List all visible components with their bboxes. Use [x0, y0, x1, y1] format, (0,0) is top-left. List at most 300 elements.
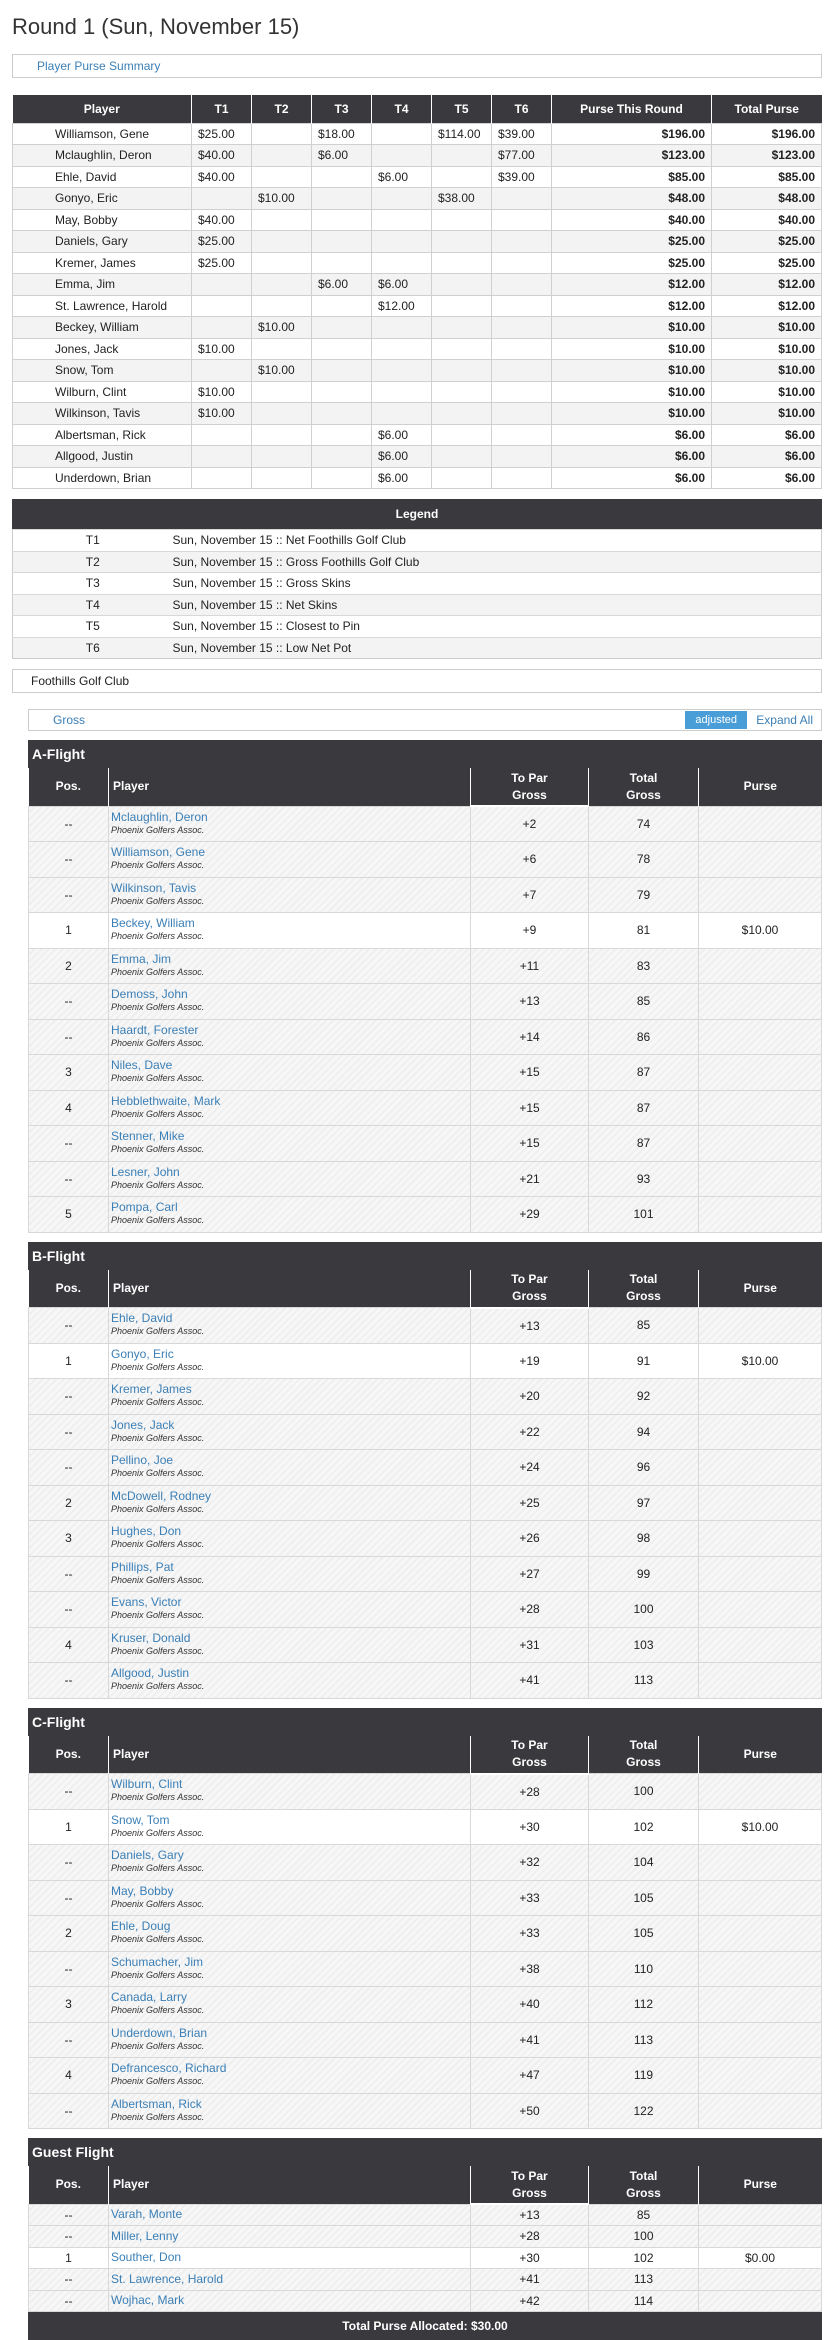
summary-player-name: May, Bobby: [13, 209, 192, 231]
row-to-par: +2: [471, 806, 589, 842]
col-total-line1: Total: [629, 1738, 658, 1753]
player-org: Phoenix Golfers Assoc.: [111, 1432, 205, 1443]
player-name-link[interactable]: Canada, Larry: [111, 1990, 188, 2005]
row-total: 102: [589, 1809, 699, 1845]
row-total: 85: [589, 2204, 699, 2226]
legend-key: T2: [13, 551, 173, 573]
player-name-link[interactable]: Phillips, Pat: [111, 1559, 174, 1574]
player-name-link[interactable]: Wilburn, Clint: [111, 1777, 183, 1792]
row-player: [109, 1485, 471, 1521]
row-to-par: +11: [471, 948, 589, 984]
row-to-par: +9: [471, 913, 589, 949]
row-player: [109, 2269, 471, 2291]
summary-row: [13, 360, 822, 382]
flight-row: [29, 1090, 822, 1126]
player-name-link[interactable]: Stenner, Mike: [111, 1129, 185, 1144]
flight-row: [29, 1126, 822, 1162]
row-purse: [699, 1090, 822, 1126]
summary-cell: [432, 403, 492, 425]
summary-cell: $25.00: [712, 252, 822, 274]
summary-cell: $196.00: [712, 123, 822, 145]
player-org: Phoenix Golfers Assoc.: [111, 1934, 205, 1945]
flight-row: [29, 877, 822, 913]
player-name-link[interactable]: Defrancesco, Richard: [111, 2061, 227, 2076]
row-player: [109, 1161, 471, 1197]
flight-row: [29, 1592, 822, 1628]
player-name-link[interactable]: Snow, Tom: [111, 1812, 170, 1827]
row-total: 91: [589, 1343, 699, 1379]
player-name-link[interactable]: Pellino, Joe: [111, 1453, 174, 1468]
summary-player-name: Snow, Tom: [13, 360, 192, 382]
summary-cell: [432, 231, 492, 253]
player-name-link[interactable]: Ehle, David: [111, 1311, 173, 1326]
row-to-par: +22: [471, 1414, 589, 1450]
row-pos: --: [29, 1774, 109, 1810]
results-section: [28, 709, 822, 2340]
summary-cell: [492, 403, 552, 425]
flight-row: [29, 2290, 822, 2312]
flight-section: [28, 1708, 822, 2130]
player-org: Phoenix Golfers Assoc.: [111, 895, 205, 906]
summary-cell: [372, 360, 432, 382]
flight-title: A-Flight: [28, 740, 822, 768]
summary-cell: [312, 360, 372, 382]
summary-cell: [372, 381, 432, 403]
player-name-link[interactable]: Daniels, Gary: [111, 1848, 184, 1863]
row-player: [109, 1521, 471, 1557]
summary-cell: [432, 274, 492, 296]
summary-cell: $6.00: [712, 467, 822, 489]
summary-cell: $18.00: [312, 123, 372, 145]
summary-cell: [192, 446, 252, 468]
gross-filter-link[interactable]: Gross: [53, 713, 86, 727]
summary-cell: $48.00: [712, 188, 822, 210]
row-pos: --: [29, 806, 109, 842]
player-org: Phoenix Golfers Assoc.: [111, 2076, 205, 2087]
summary-cell: $25.00: [552, 252, 712, 274]
player-name-link[interactable]: Kremer, James: [111, 1382, 192, 1397]
player-name-link[interactable]: Haardt, Forester: [111, 1022, 199, 1037]
summary-cell: [372, 123, 432, 145]
row-total: 98: [589, 1521, 699, 1557]
player-org: Phoenix Golfers Assoc.: [111, 860, 205, 871]
row-purse: [699, 1308, 822, 1344]
row-purse: [699, 1485, 822, 1521]
summary-cell: [192, 467, 252, 489]
row-total: 110: [589, 1951, 699, 1987]
flight-row: [29, 1197, 822, 1233]
summary-cell: [432, 252, 492, 274]
row-purse: [699, 842, 822, 878]
col-to-par-line2: Gross: [512, 787, 547, 802]
col-total: [589, 1736, 699, 1774]
player-org: Phoenix Golfers Assoc.: [111, 1144, 205, 1155]
col-total: [589, 1270, 699, 1308]
summary-cell: [372, 317, 432, 339]
player-name-link[interactable]: St. Lawrence, Harold: [111, 2271, 224, 2286]
summary-cell: [492, 209, 552, 231]
row-pos: --: [29, 2093, 109, 2129]
summary-player-name: Beckey, William: [13, 317, 192, 339]
row-to-par: +33: [471, 1916, 589, 1952]
summary-player-name: St. Lawrence, Harold: [13, 295, 192, 317]
legend-desc: Sun, November 15 :: Net Foothills Golf Club: [173, 530, 822, 552]
summary-cell: [252, 252, 312, 274]
row-total: 79: [589, 877, 699, 913]
expand-all-link[interactable]: Expand All: [756, 713, 813, 727]
filter-bar: [28, 709, 822, 731]
summary-player-name: Daniels, Gary: [13, 231, 192, 253]
col-player: Player: [109, 2166, 471, 2204]
summary-cell: [372, 209, 432, 231]
player-name-link[interactable]: Allgood, Justin: [111, 1666, 190, 1681]
row-player: [109, 2247, 471, 2269]
summary-cell: $10.00: [192, 403, 252, 425]
row-pos: --: [29, 2226, 109, 2248]
row-player: [109, 1592, 471, 1628]
summary-cell: $40.00: [192, 166, 252, 188]
row-player: [109, 1414, 471, 1450]
player-name-link[interactable]: McDowell, Rodney: [111, 1488, 212, 1503]
row-player: [109, 1090, 471, 1126]
row-pos: 2: [29, 1916, 109, 1952]
row-pos: --: [29, 1880, 109, 1916]
row-total: 74: [589, 806, 699, 842]
summary-cell: $10.00: [252, 317, 312, 339]
summary-cell: $40.00: [192, 145, 252, 167]
legend-desc: Sun, November 15 :: Low Net Pot: [173, 637, 822, 659]
col-pos: Pos.: [29, 1270, 109, 1308]
row-player: [109, 1987, 471, 2023]
legend-key: T1: [13, 530, 173, 552]
row-player: [109, 1916, 471, 1952]
col-to-par-line1: To Par: [511, 1738, 548, 1752]
summary-cell: [192, 188, 252, 210]
row-pos: 3: [29, 1987, 109, 2023]
legend-key: T3: [13, 573, 173, 595]
flight-row: [29, 1414, 822, 1450]
summary-cell: [252, 231, 312, 253]
row-total: 105: [589, 1916, 699, 1952]
row-purse: [699, 877, 822, 913]
flight-table: [28, 768, 822, 1233]
summary-cell: $10.00: [192, 381, 252, 403]
player-name-link[interactable]: Emma, Jim: [111, 951, 171, 966]
row-total: 94: [589, 1414, 699, 1450]
row-purse: [699, 2022, 822, 2058]
summary-cell: $10.00: [712, 338, 822, 360]
summary-cell: $10.00: [712, 381, 822, 403]
summary-header-2: T2: [252, 95, 312, 123]
col-to-par-line1: To Par: [511, 2168, 548, 2183]
summary-row: [13, 188, 822, 210]
summary-cell: [252, 424, 312, 446]
row-player: [109, 2058, 471, 2094]
row-pos: 1: [29, 1809, 109, 1845]
player-org: Phoenix Golfers Assoc.: [111, 1610, 205, 1621]
player-name-link[interactable]: Souther, Don: [111, 2250, 182, 2265]
page-title: Round 1 (Sun, November 15): [12, 14, 300, 39]
row-purse: [699, 1161, 822, 1197]
summary-row: [13, 295, 822, 317]
row-purse: [699, 1592, 822, 1628]
flight-row: [29, 1450, 822, 1486]
row-purse: [699, 1019, 822, 1055]
flight-row: [29, 806, 822, 842]
player-name-link[interactable]: Jones, Jack: [111, 1417, 175, 1432]
summary-header-0: Player: [13, 95, 192, 123]
row-pos: --: [29, 1556, 109, 1592]
summary-cell: $12.00: [552, 274, 712, 296]
row-purse: [699, 1916, 822, 1952]
player-name-link[interactable]: Wojhac, Mark: [111, 2293, 185, 2308]
col-purse: Purse: [699, 2166, 822, 2204]
summary-cell: $6.00: [712, 446, 822, 468]
row-to-par: +50: [471, 2093, 589, 2129]
player-org: Phoenix Golfers Assoc.: [111, 1503, 205, 1514]
summary-cell: $10.00: [552, 338, 712, 360]
col-purse: Purse: [699, 1270, 822, 1308]
summary-row: [13, 231, 822, 253]
row-pos: --: [29, 1019, 109, 1055]
row-to-par: +29: [471, 1197, 589, 1233]
row-to-par: +47: [471, 2058, 589, 2094]
purse-summary-table: [12, 95, 822, 489]
row-pos: --: [29, 1161, 109, 1197]
summary-cell: $25.00: [192, 231, 252, 253]
player-org: Phoenix Golfers Assoc.: [111, 1574, 205, 1585]
player-name-link[interactable]: Underdown, Brian: [111, 2025, 208, 2040]
summary-cell: [492, 317, 552, 339]
legend-desc: Sun, November 15 :: Net Skins: [173, 594, 822, 616]
player-org: Phoenix Golfers Assoc.: [111, 2005, 205, 2016]
summary-cell: [432, 338, 492, 360]
summary-cell: [372, 252, 432, 274]
row-purse: $0.00: [699, 2247, 822, 2269]
summary-cell: $10.00: [552, 360, 712, 382]
legend: [12, 499, 822, 659]
row-to-par: +32: [471, 1845, 589, 1881]
player-name-link[interactable]: May, Bobby: [111, 1883, 174, 1898]
summary-cell: [432, 467, 492, 489]
flight-row: [29, 842, 822, 878]
adjusted-toggle[interactable]: adjusted: [685, 711, 747, 729]
flight-row: [29, 2226, 822, 2248]
player-name-link[interactable]: Miller, Lenny: [111, 2228, 179, 2243]
row-total: 122: [589, 2093, 699, 2129]
summary-cell: [312, 317, 372, 339]
summary-cell: [312, 467, 372, 489]
player-name-link[interactable]: Kruser, Donald: [111, 1630, 191, 1645]
flight-row: [29, 1019, 822, 1055]
player-name-link[interactable]: Varah, Monte: [111, 2207, 183, 2222]
row-pos: --: [29, 1450, 109, 1486]
summary-row: [13, 381, 822, 403]
flight-row: [29, 2247, 822, 2269]
player-org: Phoenix Golfers Assoc.: [111, 966, 205, 977]
row-pos: 4: [29, 2058, 109, 2094]
row-pos: --: [29, 1951, 109, 1987]
flights-container: [28, 740, 822, 2312]
row-pos: --: [29, 1414, 109, 1450]
col-total-line2: Gross: [626, 787, 661, 802]
flight-row: [29, 913, 822, 949]
summary-cell: [492, 381, 552, 403]
col-total-line2: Gross: [626, 1289, 661, 1304]
row-purse: [699, 2058, 822, 2094]
row-total: 85: [589, 1308, 699, 1344]
summary-cell: $12.00: [712, 274, 822, 296]
summary-cell: [252, 338, 312, 360]
row-total: 100: [589, 2226, 699, 2248]
flight-row: [29, 1951, 822, 1987]
flight-section: [28, 1242, 822, 1699]
summary-cell: [252, 209, 312, 231]
col-to-par-line2: Gross: [512, 1755, 547, 1769]
row-purse: [699, 1951, 822, 1987]
summary-cell: [312, 231, 372, 253]
row-purse: [699, 2093, 822, 2129]
player-name-link[interactable]: Schumacher, Jim: [111, 1954, 204, 1969]
summary-cell: [432, 295, 492, 317]
summary-cell: [312, 295, 372, 317]
flight-row: [29, 2058, 822, 2094]
player-name-link[interactable]: Hughes, Don: [111, 1524, 182, 1539]
summary-cell: $10.00: [252, 188, 312, 210]
summary-cell: $10.00: [192, 338, 252, 360]
row-purse: [699, 2290, 822, 2312]
row-pos: 3: [29, 1521, 109, 1557]
row-total: 102: [589, 2247, 699, 2269]
player-name-link[interactable]: Mclaughlin, Deron: [111, 809, 208, 824]
player-name-link[interactable]: Albertsman, Rick: [111, 2096, 202, 2111]
player-org: Phoenix Golfers Assoc.: [111, 1645, 205, 1656]
col-pos: Pos.: [29, 2166, 109, 2204]
col-pos: Pos.: [29, 1736, 109, 1774]
summary-cell: [252, 467, 312, 489]
row-player: [109, 2022, 471, 2058]
row-purse: [699, 1379, 822, 1415]
row-to-par: +13: [471, 2204, 589, 2226]
row-player: [109, 1809, 471, 1845]
row-to-par: +28: [471, 1774, 589, 1810]
summary-row: [13, 166, 822, 188]
player-name-link[interactable]: Hebblethwaite, Mark: [111, 1093, 221, 1108]
row-total: 92: [589, 1379, 699, 1415]
summary-row: [13, 467, 822, 489]
player-name-link[interactable]: Williamson, Gene: [111, 845, 206, 860]
row-pos: --: [29, 842, 109, 878]
player-name-link[interactable]: Niles, Dave: [111, 1058, 173, 1073]
summary-cell: $85.00: [552, 166, 712, 188]
col-to-par: [471, 1270, 589, 1308]
summary-cell: $40.00: [192, 209, 252, 231]
row-to-par: +24: [471, 1450, 589, 1486]
summary-cell: [252, 381, 312, 403]
summary-cell: [372, 403, 432, 425]
summary-cell: [192, 360, 252, 382]
player-name-link[interactable]: Ehle, Doug: [111, 1919, 171, 1934]
row-purse: [699, 806, 822, 842]
flight-row: [29, 2269, 822, 2291]
flight-table: [28, 2166, 822, 2312]
player-org: Phoenix Golfers Assoc.: [111, 1468, 205, 1479]
player-name-link[interactable]: Pompa, Carl: [111, 1200, 178, 1215]
row-purse: [699, 1055, 822, 1091]
summary-header-4: T4: [372, 95, 432, 123]
player-name-link[interactable]: Lesner, John: [111, 1164, 180, 1179]
flight-row: [29, 1161, 822, 1197]
row-player: [109, 1880, 471, 1916]
player-name-link[interactable]: Wilkinson, Tavis: [111, 880, 197, 895]
summary-cell: $6.00: [552, 424, 712, 446]
summary-player-name: Gonyo, Eric: [13, 188, 192, 210]
flight-title: Guest Flight: [28, 2138, 822, 2166]
summary-cell: $10.00: [712, 360, 822, 382]
row-purse: [699, 1663, 822, 1699]
row-player: [109, 877, 471, 913]
summary-player-name: Emma, Jim: [13, 274, 192, 296]
row-total: 87: [589, 1126, 699, 1162]
col-to-par-line2: Gross: [512, 1289, 547, 1303]
row-total: 96: [589, 1450, 699, 1486]
flight-row: [29, 1379, 822, 1415]
player-purse-summary-link[interactable]: Player Purse Summary: [37, 59, 161, 73]
row-player: [109, 842, 471, 878]
player-name-link[interactable]: Beckey, William: [111, 916, 195, 931]
player-org: Phoenix Golfers Assoc.: [111, 1361, 205, 1372]
player-org: Phoenix Golfers Assoc.: [111, 2040, 205, 2051]
summary-cell: $6.00: [372, 166, 432, 188]
summary-cell: $25.00: [192, 123, 252, 145]
summary-cell: [492, 295, 552, 317]
flight-row: [29, 948, 822, 984]
row-player: [109, 1627, 471, 1663]
row-total: 113: [589, 1663, 699, 1699]
col-total-line1: Total: [629, 770, 658, 785]
row-player: [109, 1308, 471, 1344]
row-player: [109, 2093, 471, 2129]
row-pos: 1: [29, 1343, 109, 1379]
col-total: [589, 768, 699, 806]
row-to-par: +40: [471, 1987, 589, 2023]
row-to-par: +14: [471, 1019, 589, 1055]
summary-cell: $10.00: [712, 403, 822, 425]
summary-cell: [192, 295, 252, 317]
player-name-link[interactable]: Gonyo, Eric: [111, 1346, 174, 1361]
player-org: Phoenix Golfers Assoc.: [111, 1969, 205, 1980]
player-org: Phoenix Golfers Assoc.: [111, 1539, 205, 1550]
player-name-link[interactable]: Demoss, John: [111, 987, 188, 1002]
col-total-line2: Gross: [626, 2185, 661, 2200]
legend-title: Legend: [12, 499, 822, 529]
row-purse: $10.00: [699, 913, 822, 949]
summary-row: [13, 403, 822, 425]
summary-cell: $123.00: [712, 145, 822, 167]
flight-row: [29, 1663, 822, 1699]
row-total: 99: [589, 1556, 699, 1592]
col-total-line1: Total: [629, 2168, 658, 2183]
row-purse: [699, 1450, 822, 1486]
summary-cell: $40.00: [712, 209, 822, 231]
player-name-link[interactable]: Evans, Victor: [111, 1595, 182, 1610]
player-org: Phoenix Golfers Assoc.: [111, 1037, 205, 1048]
summary-cell: [252, 295, 312, 317]
summary-cell: $39.00: [492, 166, 552, 188]
player-org: Phoenix Golfers Assoc.: [111, 1073, 205, 1084]
summary-player-name: Kremer, James: [13, 252, 192, 274]
flight-row: [29, 1055, 822, 1091]
